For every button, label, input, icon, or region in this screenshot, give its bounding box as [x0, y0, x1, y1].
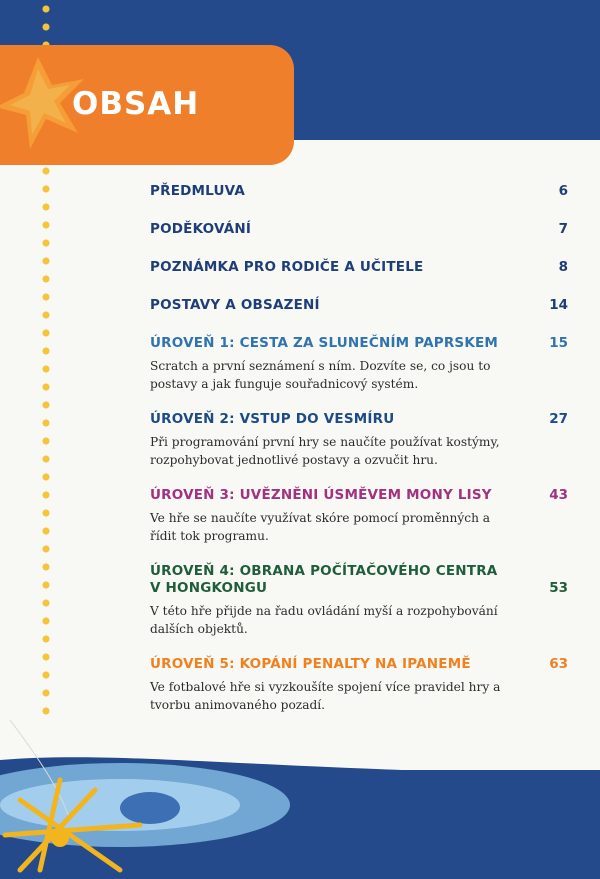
- entry-title: ÚROVEŇ 1: CESTA ZA SLUNEČNÍM PAPRSKEM: [150, 335, 499, 351]
- entry-page: 15: [549, 335, 568, 351]
- toc-entry[interactable]: [150, 259, 568, 276]
- entry-title: PŘEDMLUVA: [150, 183, 246, 199]
- entry-page: 63: [549, 656, 568, 672]
- entry-description: Scratch a první seznámení s ním. Dozvíte se, co jsou to postavy a jak funguje souřadnicový systém.: [150, 359, 491, 391]
- entry-page: 27: [549, 411, 568, 427]
- page-title: OBSAH: [72, 86, 200, 122]
- entry-title: ÚROVEŇ 3: UVĚZNĚNI ÚSMĚVEM MONY LISY: [150, 487, 492, 503]
- space-decoration: [0, 720, 600, 879]
- entry-title: ÚROVEŇ 4: OBRANA POČÍTAČOVÉHO CENTRA V HONGKONGU: [150, 563, 498, 596]
- entry-title: ÚROVEŇ 5: KOPÁNÍ PENALTY NA IPANEMĚ: [150, 656, 471, 672]
- entry-title: POZNÁMKA PRO RODIČE A UČITELE: [150, 259, 424, 275]
- toc-entry[interactable]: [150, 183, 568, 200]
- entry-title: POSTAVY A OBSAZENÍ: [150, 297, 320, 313]
- toc-level-entry[interactable]: [150, 563, 568, 638]
- toc-level-entry[interactable]: [150, 411, 568, 469]
- entry-description: Ve hře se naučíte využívat skóre pomocí proměnných a řídit tok programu.: [150, 511, 491, 543]
- entry-description: V této hře přijde na řadu ovládání myší a rozpohybování dalších objektů.: [150, 604, 498, 636]
- table-of-contents: [150, 183, 568, 732]
- entry-title: PODĚKOVÁNÍ: [150, 221, 252, 237]
- entry-title: ÚROVEŇ 2: VSTUP DO VESMÍRU: [150, 411, 395, 427]
- toc-level-entry[interactable]: [150, 487, 568, 545]
- entry-page: 7: [558, 221, 568, 237]
- entry-description: Při programování první hry se naučíte používat kostýmy, rozpohybovat jednotlivé postavy a ozvučit hru.: [150, 435, 500, 467]
- toc-entry[interactable]: [150, 221, 568, 238]
- entry-page: 6: [558, 183, 568, 199]
- entry-page: 8: [558, 259, 568, 275]
- toc-level-entry[interactable]: [150, 656, 568, 714]
- entry-page: 43: [549, 487, 568, 503]
- entry-description: Ve fotbalové hře si vyzkoušíte spojení více pravidel hry a tvorbu animovaného pozadí.: [150, 680, 501, 712]
- entry-page: 14: [549, 297, 568, 313]
- toc-entry[interactable]: [150, 297, 568, 314]
- entry-page: 53: [549, 580, 568, 596]
- toc-level-entry[interactable]: [150, 335, 568, 393]
